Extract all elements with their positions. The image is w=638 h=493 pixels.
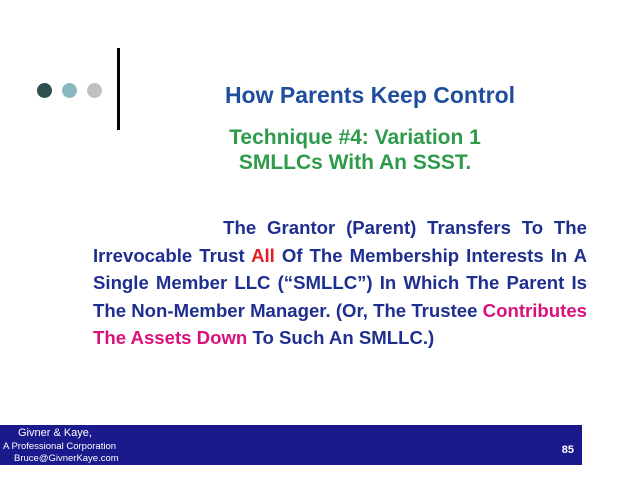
slide-title: How Parents Keep Control xyxy=(224,82,516,108)
body-text-part1: The Grantor (Parent) Transfers To The Irrevocable Trust xyxy=(93,217,587,266)
body-text-part2: Of The Membership Interests In A Single Member LLC (“SMLLC”) In Which The Parent Is The Non-Member Manager. (Or, The Trustee xyxy=(93,244,588,321)
footer-email: Bruce@GivnerKaye.com xyxy=(14,453,119,464)
body-text-part3: To Such An SMLLC.) xyxy=(247,327,435,348)
slide-subtitle-line2: SMLLCs With An SSST. xyxy=(238,151,472,174)
slide-body-paragraph xyxy=(93,214,587,352)
footer-bar xyxy=(0,425,582,465)
body-highlight-all: All xyxy=(251,244,275,266)
bullet-dot-dark xyxy=(37,83,52,98)
page-number: 85 xyxy=(561,444,574,456)
footer-firm-name: Givner & Kaye, xyxy=(18,427,92,439)
body-highlight-contributes: Contributes The Assets Down xyxy=(93,299,587,348)
footer-firm-type: A Professional Corporation xyxy=(3,441,117,452)
bullet-dot-gray xyxy=(87,83,102,98)
bullet-dot-teal xyxy=(62,83,77,98)
slide-subtitle-line1: Technique #4: Variation 1 xyxy=(229,126,481,149)
